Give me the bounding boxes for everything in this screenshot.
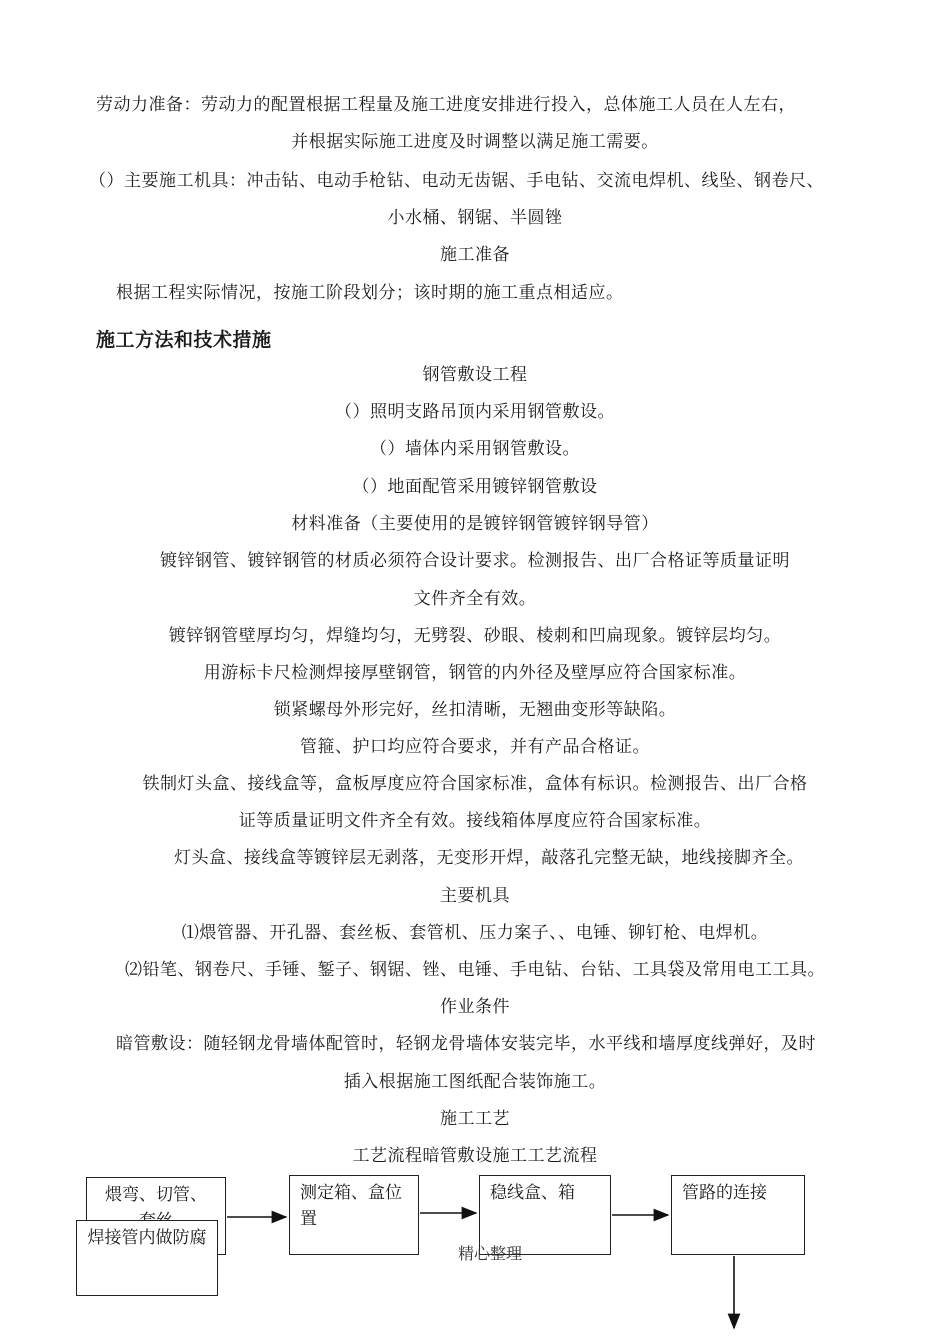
material-req-1: 镀锌钢管、镀锌钢管的材质必须符合设计要求。检测报告、出厂合格证等质量证明 (160, 551, 790, 571)
watermark: 精心整理 (458, 1244, 523, 1263)
item-floor: （）地面配管采用镀锌钢管敷设 (352, 477, 598, 497)
labor-prep-line: 劳动力准备：劳动力的配置根据工程量及施工进度安排进行投入，总体施工人员在人左右， (96, 95, 796, 115)
material-prep: 材料准备（主要使用的是镀锌钢管镀锌钢导管） (291, 514, 659, 534)
material-req-5: 管箍、护口均应符合要求，并有产品合格证。 (300, 737, 650, 757)
tools-cont: 小水桶、钢锯、半圆锉 (387, 208, 563, 228)
material-req-1-cont: 文件齐全有效。 (413, 589, 537, 609)
subsection-main-tools: 主要机具 (440, 886, 510, 906)
flow-box-locate-box: 测定箱、盒位置 (289, 1175, 419, 1255)
flow-box-set-box: 稳线盒、箱 (479, 1175, 611, 1255)
labor-prep-cont: 并根据实际施工进度及时调整以满足施工需要。 (291, 132, 659, 152)
material-req-4: 锁紧螺母外形完好，丝扣清晰，无翘曲变形等缺陷。 (273, 700, 677, 720)
section-heading: 施工方法和技术措施 (96, 329, 272, 351)
subsection-steel-pipe: 钢管敷设工程 (422, 365, 528, 385)
subsection-work-conditions: 作业条件 (440, 997, 510, 1017)
section-construction-prep: 施工准备 (440, 245, 510, 265)
tools-item-2: ⑵铅笔、钢卷尺、手锤、錾子、钢锯、锉、电锤、手电钻、台钻、工具袋及常用电工工具。 (125, 960, 825, 980)
tools-item-1: ⑴煨管器、开孔器、套丝板、套管机、压力案子、、电锤、铆钉枪、电焊机。 (181, 923, 769, 943)
conditions-text: 暗管敷设：随轻钢龙骨墙体配管时，轻钢龙骨墙体安装完毕，水平线和墙厚度线弹好，及时 (116, 1034, 816, 1054)
flow-box-weld-anticorrosion: 焊接管内做防腐 (76, 1220, 218, 1296)
item-ceiling: （）照明支路吊顶内采用钢管敷设。 (335, 402, 615, 422)
material-req-7: 灯头盒、接线盒等镀锌层无剥落，无变形开焊，敲落孔完整无缺，地线接脚齐全。 (174, 848, 804, 868)
material-req-6-cont: 证等质量证明文件齐全有效。接线箱体厚度应符合国家标准。 (238, 811, 712, 831)
material-req-6: 铁制灯头盒、接线盒等，盒板厚度应符合国家标准，盒体有标识。检测报告、出厂合格 (142, 774, 808, 794)
material-req-3: 用游标卡尺检测焊接厚壁钢管，钢管的内外径及壁厚应符合国家标准。 (203, 663, 747, 683)
flow-box-bend-cut-thread: 煨弯、切管、 (86, 1177, 226, 1255)
prep-text: 根据工程实际情况，按施工阶段划分；该时期的施工重点相适应。 (116, 283, 624, 303)
item-wall: （）墙体内采用钢管敷设。 (370, 439, 580, 459)
subsection-process: 施工工艺 (440, 1109, 510, 1129)
material-req-2: 镀锌钢管壁厚均匀，焊缝均匀，无劈裂、砂眼、棱刺和凹扁现象。镀锌层均匀。 (168, 626, 782, 646)
flow-box-pipe-connect: 管路的连接 (671, 1175, 805, 1255)
tools-line: （）主要施工机具：冲击钻、电动手枪钻、电动无齿锯、手电钻、交流电焊机、线坠、钢卷尺、 (89, 171, 824, 191)
process-flow-title: 工艺流程暗管敷设施工工艺流程 (352, 1146, 598, 1166)
conditions-text-cont: 插入根据施工图纸配合装饰施工。 (343, 1072, 607, 1092)
